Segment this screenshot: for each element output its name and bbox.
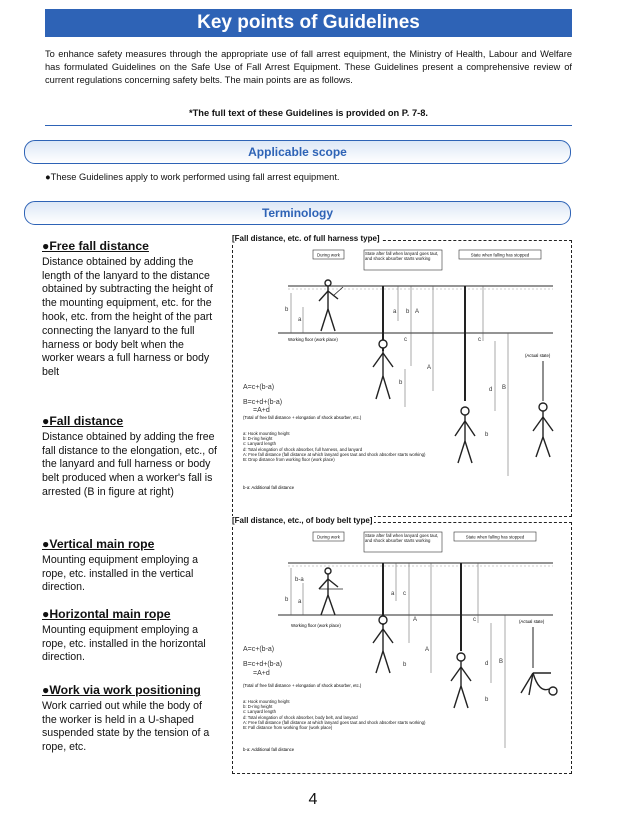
legend-item: d: Total elongation of shock absorber, body belt, and lanyard: [243, 714, 358, 720]
legend-item: c: Lanyard length: [243, 709, 276, 715]
fall-stopped-label: State when falling has stopped: [470, 252, 530, 258]
dim-b4: b: [485, 697, 489, 703]
term-title: ●Free fall distance: [42, 239, 149, 253]
page-number: 4: [308, 791, 318, 808]
dim-a2: a: [391, 591, 395, 597]
dim-A: A: [415, 309, 420, 315]
figure-full-harness-title: [Fall distance, etc. of full harness type]: [232, 234, 380, 243]
dim-A: A: [413, 617, 418, 623]
dim-b3: b: [403, 662, 407, 668]
worker-during-work: [319, 280, 343, 331]
term-horizontal-main-rope: [42, 608, 218, 665]
formula-B2: =A+d: [253, 407, 270, 414]
legend-item: A: Free fall distance (fall distance at which lanyard goes taut and shock absorber starts working): [243, 719, 426, 725]
actual-state-label: (Actual state): [525, 353, 551, 358]
floor-label: Working floor (work place): [288, 337, 338, 342]
term-free-fall-distance: [42, 240, 218, 380]
formula-A: A=c+(b-a): [243, 646, 275, 653]
fall-stopped-label: State when falling has stopped: [465, 534, 525, 540]
total-note: (Total of free fall distance + elongation of shock absorber, etc.): [243, 683, 362, 688]
figure-body-belt: [232, 522, 572, 774]
total-note: (Total of free fall distance + elongation of shock absorber, etc.): [243, 415, 362, 420]
term-body: Mounting equipment employing a rope, etc. installed in the horizontal direction.: [42, 623, 206, 664]
formula-A: A=c+(b-a): [243, 384, 275, 391]
intro-paragraph: To enhance safety measures through the appropriate use of fall arrest equipment, the Ministry of Health, Labour and Welfare has formulated Guidelines on the Safe Use of Fall Arrest Equipment. These Guidelines present a comprehensive review of current regulations concerning safety belts. The main points are as follows.: [45, 49, 572, 85]
dim-a2: a: [393, 309, 397, 315]
term-fall-distance: [42, 415, 218, 500]
term-body: Distance obtained by adding the length of the lanyard to the distance obtained by subtracting the height of the mounting equipment, etc. for the hook, etc. from the height of the part connecting the lanyard to the full harness or body belt when the worker wears a full harness or body belt: [42, 255, 213, 379]
dim-b2: b: [406, 309, 410, 315]
dim-B: B: [499, 659, 504, 665]
figure-legend: [243, 699, 453, 730]
dim-b-a: b-a: [295, 577, 304, 583]
divider: [45, 125, 572, 126]
floor-label: Working floor (work place): [291, 623, 341, 628]
term-body: Distance obtained by adding the free fall distance to the elongation, etc., of the lanyard and full harness or body belt produced when a worker's fall is arrested (B in figure at right): [42, 430, 217, 498]
term-body: Work carried out while the body of the worker is held in a U-shaped suspended state by the tension of a rope, etc.: [42, 699, 210, 754]
figure-legend: [243, 431, 458, 462]
dim-b4: b: [485, 432, 489, 438]
worker-actual-state: [533, 361, 553, 457]
formula-B: B=c+d+(b-a): [243, 661, 283, 668]
formula-B: B=c+d+(b-a): [243, 399, 283, 406]
worker-fall-stopped: [455, 286, 475, 463]
worker-fall-stopped: [451, 563, 471, 708]
figure-full-harness-drawing: [233, 241, 571, 516]
dim-b3: b: [399, 380, 403, 386]
term-work-positioning: [42, 684, 218, 755]
legend-item: a: Hook mounting height: [243, 699, 290, 704]
term-title: ●Vertical main rope: [42, 537, 155, 551]
legend-item: c: Lanyard length: [243, 441, 276, 447]
term-vertical-main-rope: [42, 538, 218, 595]
dim-b: b: [285, 597, 289, 603]
extra-note: b-a: Additional fall distance: [243, 747, 295, 752]
dim-B: B: [502, 385, 507, 391]
actual-state-label: (Actual state): [519, 619, 545, 624]
page-title: Key points of Guidelines: [45, 9, 572, 37]
legend-item: b: D-ring height: [243, 704, 273, 710]
during-work-label: During work: [317, 252, 340, 258]
dim-a: a: [298, 599, 302, 605]
legend-item: B: Fall distance from working floor (work place): [243, 725, 333, 731]
dim-d: d: [485, 661, 489, 667]
terminology-heading: Terminology: [24, 201, 571, 225]
legend-item: A: Free fall distance (fall distance at which lanyard goes taut and shock absorber starts working): [243, 451, 426, 457]
worker-during-work: [319, 568, 343, 615]
dim-b: b: [285, 307, 289, 313]
after-fall-label: State after fall when lanyard goes taut, and shock absorber starts working: [365, 250, 439, 261]
figure-full-harness: [232, 240, 572, 517]
dim-A2: A: [425, 647, 430, 653]
extra-note: b-a: Additional fall distance: [243, 485, 295, 490]
during-work-label: During work: [317, 534, 340, 540]
full-text-note: *The full text of these Guidelines is provided on P. 7-8.: [188, 108, 428, 118]
worker-after-fall: [373, 563, 393, 673]
applicable-scope-text: ●These Guidelines apply to work performed using fall arrest equipment.: [45, 172, 340, 182]
legend-item: B: Drop distance from working floor (work place): [243, 457, 335, 463]
dim-a: a: [298, 317, 302, 323]
term-title: ●Work via work positioning: [42, 683, 201, 697]
worker-after-fall: [373, 286, 393, 399]
legend-item: d: Total elongation of shock absorber, full harness, and lanyard: [243, 446, 363, 452]
dim-d: d: [489, 387, 493, 393]
legend-item: a: Hook mounting height: [243, 431, 290, 436]
applicable-scope-heading: Applicable scope: [24, 140, 571, 164]
legend-item: b: D-ring height: [243, 436, 273, 442]
dim-c2: c: [473, 617, 476, 623]
dim-c2: c: [478, 337, 481, 343]
term-title: ●Horizontal main rope: [42, 607, 171, 621]
term-title: ●Fall distance: [42, 414, 124, 428]
dim-c: c: [403, 591, 406, 597]
figure-body-belt-drawing: [233, 523, 571, 773]
dim-A2: A: [427, 365, 432, 371]
worker-actual-state: [521, 627, 557, 695]
term-body: Mounting equipment employing a rope, etc. installed in the vertical direction.: [42, 553, 199, 594]
formula-B2: =A+d: [253, 670, 270, 677]
figure-body-belt-title: [Fall distance, etc., of body belt type]: [232, 516, 373, 525]
after-fall-label: State after fall when lanyard goes taut, and shock absorber starts working: [365, 532, 439, 543]
dim-c: c: [404, 337, 407, 343]
